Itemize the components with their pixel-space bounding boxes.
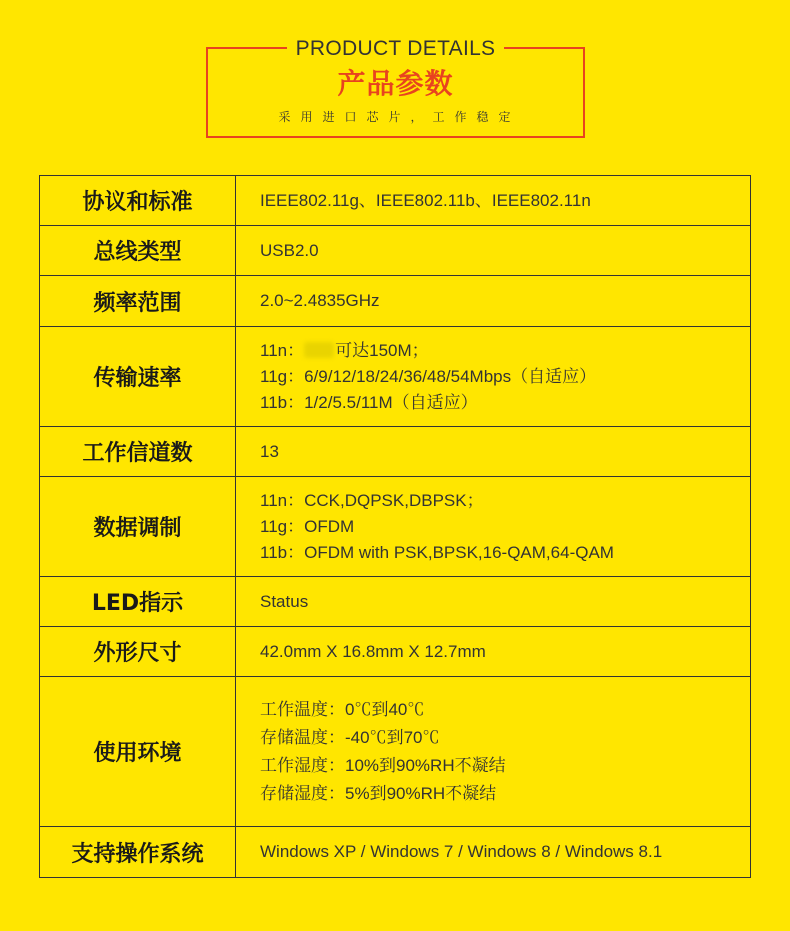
spec-key: 外形尺寸 (40, 627, 236, 676)
spec-value-line: 42.0mm X 16.8mm X 12.7mm (260, 641, 486, 661)
table-row (40, 276, 751, 327)
spec-value-line: USB2.0 (260, 240, 319, 260)
spec-value-line (260, 338, 750, 364)
spec-key: 频率范围 (40, 276, 236, 326)
spec-value (236, 827, 751, 877)
table-row (40, 827, 751, 878)
table-row (40, 226, 751, 276)
spec-key: 工作信道数 (40, 427, 236, 476)
spec-value-line: 工作湿度：10%到90%RH不凝结 (260, 755, 506, 775)
spec-value-line: 11g：6/9/12/18/24/36/48/54Mbps（自适应） (260, 366, 597, 386)
spec-value-line: 工作温度：0℃到40℃ (260, 699, 425, 719)
table-row (40, 327, 751, 427)
spec-value-line: 存储温度：-40℃到70℃ (260, 727, 440, 747)
spec-value-line: 11b：1/2/5.5/11M（自适应） (260, 392, 478, 412)
spec-key: 传输速率 (40, 327, 236, 426)
blurred-text (304, 342, 334, 358)
header-frame-bottom (206, 136, 585, 138)
spec-value-line: IEEE802.11g、IEEE802.11b、IEEE802.11n (260, 190, 591, 210)
table-row (40, 577, 751, 627)
spec-value-prefix: 11n： (260, 340, 305, 360)
spec-key: 协议和标准 (40, 176, 236, 225)
header-title-en: PRODUCT DETAILS (295, 37, 496, 60)
table-row (40, 427, 751, 477)
spec-key: 总线类型 (40, 226, 236, 275)
header-subtitle: 采用进口芯片，工作稳定 (278, 110, 521, 124)
spec-value-line: 11n：CCK,DQPSK,DBPSK； (260, 490, 484, 510)
spec-value-line: 存储湿度：5%到90%RH不凝结 (260, 783, 497, 803)
spec-value-line: Status (260, 591, 309, 611)
spec-value-suffix: 可达150M； (335, 340, 429, 360)
spec-value-line: 11b：OFDM with PSK,BPSK,16-QAM,64-QAM (260, 542, 614, 562)
spec-key: 数据调制 (40, 477, 236, 576)
spec-value (236, 577, 751, 626)
spec-value (236, 276, 751, 326)
table-row (40, 176, 751, 226)
spec-value (236, 627, 751, 676)
table-row (40, 677, 751, 827)
spec-value (236, 477, 751, 576)
spec-key: 使用环境 (40, 677, 236, 826)
header-frame-top-left (206, 47, 287, 49)
spec-value-line: Windows XP / Windows 7 / Windows 8 / Windows 8.1 (260, 842, 663, 861)
spec-value (236, 226, 751, 275)
header-frame-top-right (504, 47, 585, 49)
table-row (40, 627, 751, 677)
spec-key: 支持操作系统 (40, 827, 236, 877)
spec-key: LED指示 (40, 577, 236, 626)
table-row (40, 477, 751, 577)
spec-value (236, 677, 751, 826)
spec-value (236, 176, 751, 225)
spec-value-line: 13 (260, 441, 279, 461)
spec-value-line: 11g：OFDM (260, 516, 355, 536)
spec-value-line: 2.0~2.4835GHz (260, 291, 380, 310)
header-title-cn: 产品参数 (337, 67, 454, 100)
spec-value (236, 327, 751, 426)
spec-table (39, 175, 751, 878)
spec-value (236, 427, 751, 476)
